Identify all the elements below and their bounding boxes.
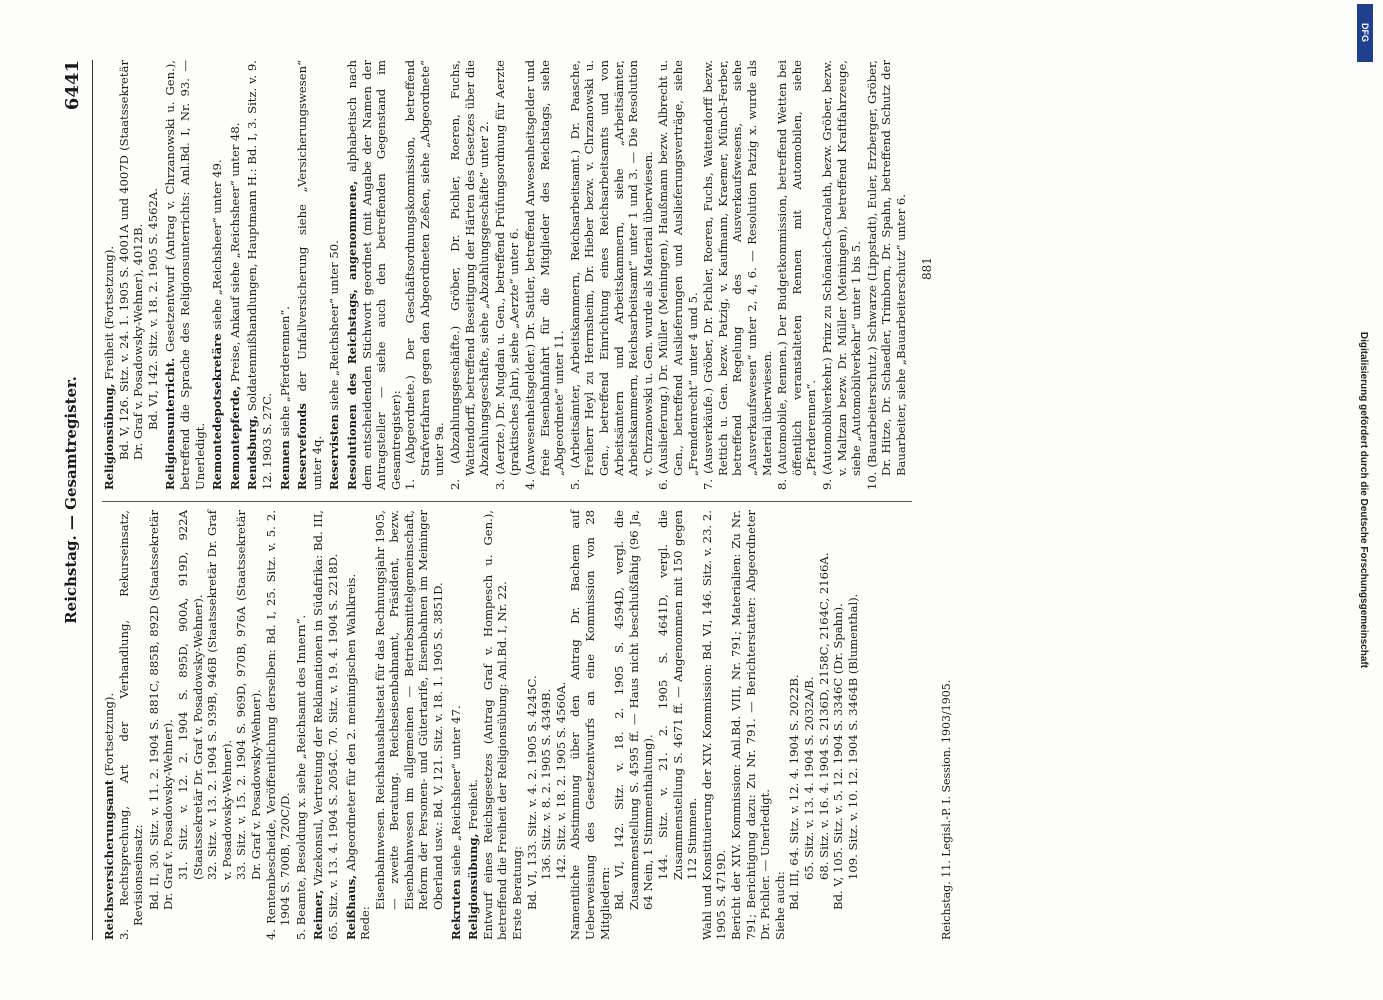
entry-line: 32. Sitz. v. 13. 2. 1904 S. 939B, 946B (Staatssekretär Dr. Graf v. Posadowsky-Wehner). <box>205 510 234 880</box>
list-item: 7. (Ausverkäufe.) Gröber, Dr. Pichler, Roeren, Fuchs, Wattendorff bezw. Rettich u. Gen. bezw. Patzig, v. Kaufmann, Kraemer, Münch-Ferber, betreffend Regelung des Ausverkaufswesens, siehe „Ausverkaufswesen“ unter 2, 4, 6. — Resolution Patzig x. wurde als Material überwiesen. <box>701 60 774 490</box>
entry-text: siehe „Reichsheer“ unter 50. <box>327 240 342 415</box>
funding-notice: Digitalisierung gefördert durch die Deutsche Forschungsgemeinschaft <box>1358 331 1369 669</box>
entry-line: Bd. V, 105. Sitz. v. 5. 12. 1904 S. 3346C (Dr. Spahn). <box>831 603 846 910</box>
entry-line: Rede: <box>358 906 373 940</box>
entry-line: Bd. V, 126. Sitz. v. 24. 1. 1905 S. 4001A und 4007D (Staatssekretär Dr. Graf v. Posadowsky-Wehner), 4012B. <box>116 60 146 460</box>
entry-keyword: Rendsburg, <box>245 415 260 490</box>
entry-line: Siehe auch: <box>772 871 787 940</box>
entry-keyword: Resolutionen des Reichstags, angenommene, <box>344 180 359 490</box>
entry-line: Eisenbahnwesen. Reichshaushaltsetat für das Rechnungsjahr 1905, — zweite Beratung. Reichseisenbahnamt, Präsident, bezw. Eisenbahnwesen im allgemeinen — Betriebsmittelgemeinschaft, Reform der Personen- und Gütertarife, Eisenbahnen im Meininger Oberland usw.: Bd. V, 121. Sitz. v. 18. 1. 1905 S. 3851D. <box>372 510 446 910</box>
footer-source: Reichstag. 11. Legisl.-P. I. Session. 1903/1905. <box>940 679 953 940</box>
list-item: 2. (Abzahlungsgeschäfte.) Gröber, Dr. Pichler, Roeren, Fuchs, Wattendorff, betreffend Beseitigung der Härten des Gesetzes über die Abzahlungsgeschäfte, siehe „Abzahlungsgeschäfte“ unter 2. <box>448 60 492 490</box>
entry-remontedepotsekretaere <box>210 60 225 490</box>
page-number: 6441 <box>62 60 83 111</box>
list-item: 4. (Anwesenheitsgelder.) Dr. Sattler, betreffend Anwesenheitsgelder und freie Eisenbahnfahrt für die Mitglieder des Reichstags, siehe „Abgeordnete“ unter 11. <box>523 60 567 490</box>
entry-line: 136. Sitz. v. 8. 2. 1905 S. 4349B. <box>539 688 554 880</box>
sheet-number: 881 <box>920 257 934 280</box>
list-item: 3. (Aerzte.) Dr. Mugdan u. Gen., betreffend Prüfungsordnung für Aerzte (praktisches Jahr), siehe „Aerzte“ unter 6. <box>492 60 522 490</box>
entry-keyword: Reimer, <box>311 889 326 940</box>
entry-keyword: Religionsunterricht. <box>163 357 178 490</box>
entry-keyword: Remontepferde, <box>227 385 242 490</box>
list-item: 1. (Abgeordnete.) Der Geschäftsordnungskommission, betreffend Strafverfahren gegen den Abgeordneten Zeßen, siehe „Abgeordnete“ unter 9a. <box>403 60 447 490</box>
entry-line: Namentliche Abstimmung über den Antrag Dr. Bachem auf Ueberweisung des Gesetzentwurfs an eine Kommission von 28 Mitgliedern: <box>568 510 612 940</box>
list-item: 8. (Automobile, Rennen.) Der Budgetkommission, betreffend Wetten bei öffentlich veranstalteten Rennen mit Automobilen, siehe „Pferderennen“. <box>775 60 819 490</box>
entry-line: 33. Sitz. v. 15. 2. 1904 S. 969D, 970B, 976A (Staatssekretär Dr. Graf v. Posadowsky-Wehner). <box>234 510 263 880</box>
column-divider <box>102 501 912 502</box>
entry-text: Soldatenmißhandlungen, Hauptmann H.: Bd. I, 3. Sitz. v. 9. 12. 1903 S. 27C. <box>245 60 274 490</box>
entry-keyword: Rennen <box>277 440 292 490</box>
entry-line: 3. Rechtsprechung, Art der Verhandlung, Rekurseinsatz, Revisionseinsatz: <box>116 510 146 940</box>
entry-rennen <box>278 60 293 490</box>
entry-religionsunterricht <box>163 60 207 490</box>
entry-line: 68. Sitz. v. 16. 4. 1904 S. 2136D, 2158C, 2164C, 2166A. <box>816 552 831 880</box>
left-column <box>102 510 863 940</box>
entry-text: alphabetisch nach dem entscheidenden Stichwort geordnet (mit Angabe der Namen der Antragsteller — siehe auch den betreffenden Gegenstand im Gesamtregister): <box>344 60 403 490</box>
entry-keyword: Rekruten <box>448 879 463 940</box>
entry-line: Entwurf eines Reichsgesetzes (Antrag Graf v. Hompesch u. Gen.), betreffend die Freiheit der Religionsübung: Anl.Bd. I, Nr. 22. <box>480 510 510 940</box>
entry-resolutionen <box>345 60 909 490</box>
entry-reimer <box>311 510 340 940</box>
entry-line: 65. Sitz. v. 13. 4. 1904 S. 2032A/B. <box>801 676 816 880</box>
entry-line: 5. Beamte, Besoldung x. siehe „Reichsamt des Innern“. <box>293 614 308 940</box>
entry-reservisten <box>327 60 342 490</box>
page-body <box>40 0 1383 1000</box>
entry-tail: (Fortsetzung). <box>102 692 116 780</box>
entry-line: 31. Sitz. v. 12. 2. 1904 S. 895D, 900A, 919D, 922A (Staatssekretär Dr. Graf v. Posadowsky-Wehner). <box>175 510 205 880</box>
entry-line: Bd. VI, 142. Sitz. v. 18. 2. 1905 S. 4562A. <box>145 188 160 430</box>
entry-line: Bd. VI, 133. Sitz. v. 4. 2. 1905 S. 4245C. <box>524 675 539 910</box>
entry-keyword: Religionsübung, <box>466 833 481 940</box>
running-header <box>62 60 92 940</box>
entry-line: 109. Sitz. v. 10. 12. 1904 S. 3464B (Blumenthal). <box>845 593 860 880</box>
dfg-logo-text: DFG <box>1360 23 1370 42</box>
entry-text: Gesetzentwurf (Antrag v. Chrzanowski u. Gen.), betreffend die Sprache des Religionsunterrichts: Anl.Bd. I, Nr. 93. — Unerledigt. <box>163 60 207 490</box>
list-item: 6. (Auslieferung.) Dr. Müller (Meiningen), Haußmann bezw. Albrecht u. Gen., betreffend Auslieferungen und Auslieferungsverträge, siehe „Fremdenrecht“ unter 4 und 5. <box>656 60 700 490</box>
entry-reisshaus <box>344 510 446 940</box>
list-item: 5. (Arbeitsämter, Arbeitskammern, Reichsarbeitsamt.) Dr. Paasche, Freiherr Heyl zu Herrnsheim, Dr. Hieber bezw. v. Chrzanowski u. Gen., betreffend Einrichtung eines Reichsarbeitsamts und von Arbeitsämtern und Arbeitskammern, siehe „Arbeitsämter, Arbeitskammern, Reichsarbeitsamt“ unter 1 und 3. — Die Resolution v. Chrzanowski u. Gen. wurde als Material überwiesen. <box>567 60 655 490</box>
right-column <box>102 60 911 490</box>
entry-line: Bd. II, 30. Sitz. v. 11. 2. 1904 S. 881C, 885B, 892D (Staatssekretär Dr. Graf v. Posadowsky-Wehner). <box>146 510 176 910</box>
entry-reichsversicherungsamt <box>102 510 308 940</box>
entry-reservefonds <box>295 60 324 490</box>
entry-line: Bericht der XIV. Kommission: Anl.Bd. VIII, Nr. 791; Materialien: Zu Nr. 791; Berichtigung dazu: Zu Nr. 791. — Berichterstatter: Abgeordneter Dr. Pichler. — Unerledigt. <box>728 510 773 940</box>
entry-religionsuebung-cont <box>102 60 160 490</box>
entry-line: 4. Rentenbescheide, Veröffentlichung derselben: Bd. I, 25. Sitz. v. 5. 2. 1904 S. 700B, 720C/D. <box>263 510 293 940</box>
header-rule <box>92 60 93 940</box>
list-item: 10. (Bauarbeiterschutz.) Schwarze (Lippstadt), Euler, Erzberger, Gröber, Dr. Hitze, Dr. Schaedler, Trimborn, Dr. Spahn, betreffend Schutz der Bauarbeiter, siehe „Bauarbeiterschutz“ unter 6. <box>864 60 908 490</box>
entry-text: Vizekonsul, Vertretung der Reklamationen in Südafrika: Bd. III, 65. Sitz. v. 13. 4. 1904 S. 2054C. 70. Sitz. v. 19. 4. 1904 S. 2218D. <box>311 510 340 940</box>
page-footer <box>940 60 953 940</box>
entry-text: siehe „Pferderennen“. <box>277 306 292 441</box>
entry-line: 144. Sitz. v. 21. 2. 1905 S. 4641D, vergl. die Zusammenstellung S. 4671 ff. — Angenommen mit 150 gegen 112 Stimmen. <box>655 510 700 880</box>
entry-keyword: Remontedepotsekretäre <box>210 333 225 490</box>
entry-tail: Freiheit (Fortsetzung). <box>102 245 116 384</box>
list-item: 9. (Automobilverkehr.) Prinz zu Schönaich-Carolath, bezw. Gröber, bezw. v. Maltzan bezw. Dr. Müller (Meiningen), betreffend Kraftfahrzeuge, siehe „Automobilverkehr“ unter 1 bis 5. <box>819 60 864 490</box>
entry-rendsburg <box>245 60 274 490</box>
entry-text: Freiheit. <box>466 779 481 834</box>
digitization-strip <box>1343 0 1383 1000</box>
entry-keyword: Religionsübung, <box>102 383 116 490</box>
entry-text: Abgeordneter für den 2. meiningischen Wahlkreis. <box>343 573 358 875</box>
entry-rekruten <box>449 510 464 940</box>
entry-religionsuebung <box>466 510 860 940</box>
entry-text: siehe „Reichsheer“ unter 49. <box>210 159 225 334</box>
entry-remontepferde <box>228 60 243 490</box>
entry-line: Erste Beratung: <box>510 846 525 940</box>
entry-keyword: Reichsversicherungsamt <box>102 779 116 940</box>
entry-line: Bd. VI, 142. Sitz. v. 18. 2. 1905 S. 4594D, vergl. die Zusammenstellung S. 4595 ff. — Haus nicht beschlußfähig (96 Ja, 64 Nein, 1 Stimmenthaltung). <box>612 510 656 910</box>
entry-keyword: Reservisten <box>327 414 342 490</box>
entry-line: Bd. III, 64. Sitz. v. 12. 4. 1904 S. 2022B. <box>787 674 802 910</box>
entry-line: Wahl und Konstituierung der XIV. Kommission: Bd. VI, 146. Sitz. v. 23. 2. 1905 S. 4719D. <box>699 510 729 940</box>
entry-text: Preise, Ankauf siehe „Reichsheer“ unter 48. <box>227 122 242 386</box>
header-title: Reichstag. — Gesamtregister. <box>62 376 80 624</box>
entry-keyword: Reservefonds <box>295 403 310 490</box>
entry-text: siehe „Reichsheer“ unter 47. <box>448 705 463 880</box>
entry-text: der Unfallversicherung siehe „Versicherungswesen“ unter 4q. <box>295 60 324 490</box>
entry-line: 142. Sitz. v. 18. 2. 1905 S. 4560A. <box>553 681 568 880</box>
entry-keyword: Reißhaus, <box>343 874 358 940</box>
